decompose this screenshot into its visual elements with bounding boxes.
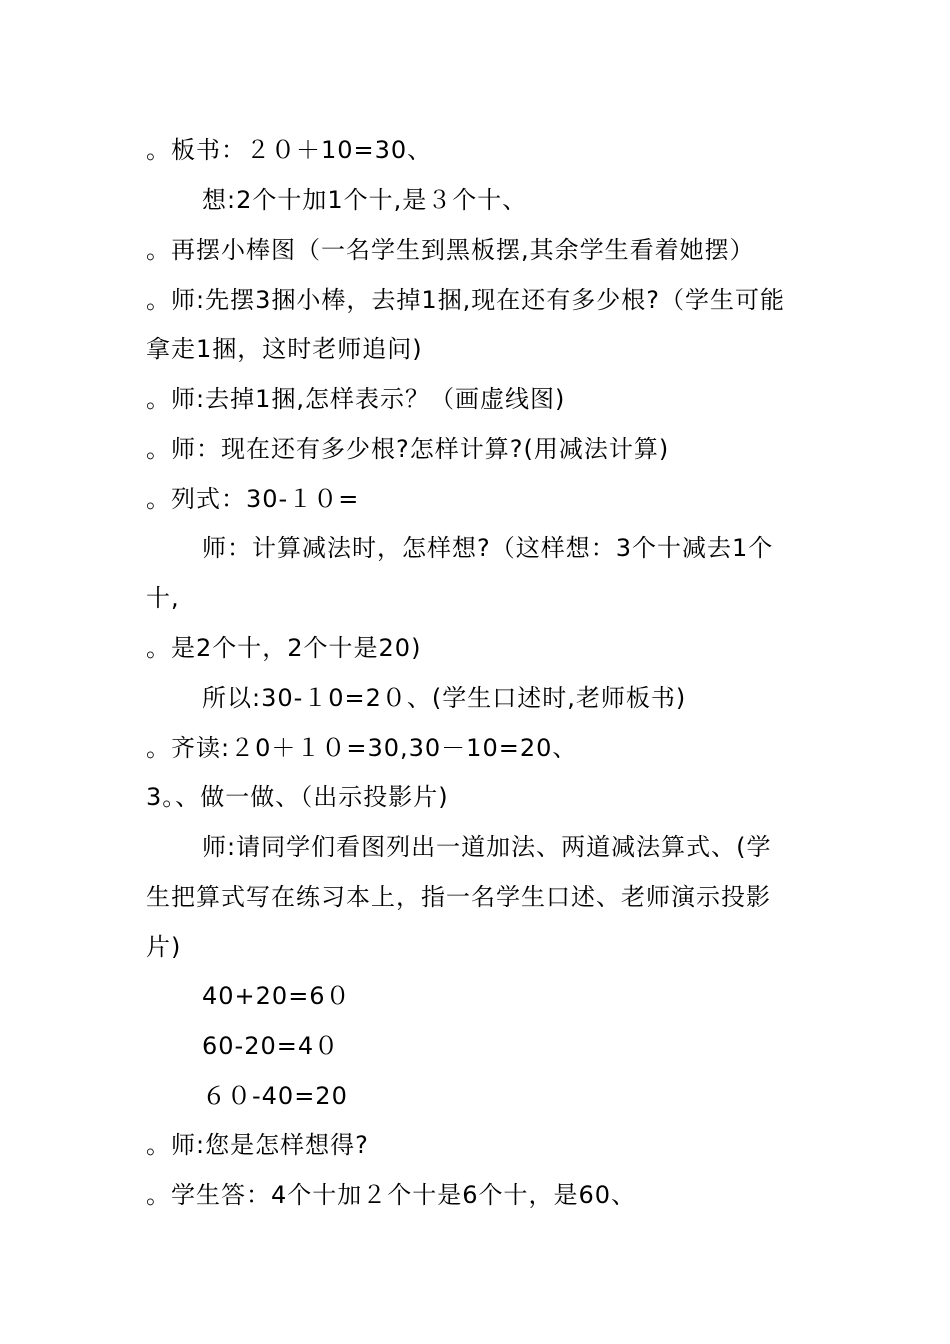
text-line: 。学生答：4个十加２个十是6个十，是60、	[146, 1181, 637, 1209]
text-line: 。板书：２０＋10=30、	[146, 136, 433, 164]
text-line: 十,	[146, 584, 180, 612]
text-line: 拿走1捆，这时老师追问)	[146, 335, 423, 363]
text-line: ６０-40=20	[202, 1082, 348, 1110]
text-line: 。师:您是怎样想得?	[146, 1131, 369, 1159]
text-line: 。列式：30-１０=	[146, 485, 360, 513]
text-line: 片)	[146, 933, 182, 961]
text-line: 3。、做一做、（出示投影片)	[146, 783, 449, 811]
text-line: 。师:先摆3捆小棒，去掉1捆,现在还有多少根?（学生可能	[146, 286, 785, 314]
text-line: 师：计算减法时，怎样想?（这样想：3个十减去1个	[202, 534, 774, 562]
text-line: 想:2个十加1个十,是３个十、	[202, 186, 528, 214]
text-line: 40+20=6０	[202, 982, 351, 1010]
text-line: 师:请同学们看图列出一道加法、两道减法算式、(学	[202, 833, 772, 861]
text-line: 。师：现在还有多少根?怎样计算?(用减法计算)	[146, 435, 670, 463]
text-line: 。师:去掉1捆,怎样表示？（画虚线图)	[146, 385, 566, 413]
text-line: 。再摆小棒图（一名学生到黑板摆,其余学生看着她摆）	[146, 236, 755, 264]
text-line: 60-20=4０	[202, 1032, 340, 1060]
text-line: 。齐读:２0＋１０=30,30－10=20、	[146, 734, 578, 762]
text-line: 。是2个十，2个十是20)	[146, 634, 422, 662]
text-line: 所以:30-１0=2０、(学生口述时,老师板书)	[202, 684, 687, 712]
text-line: 生把算式写在练习本上，指一名学生口述、老师演示投影	[146, 883, 771, 911]
